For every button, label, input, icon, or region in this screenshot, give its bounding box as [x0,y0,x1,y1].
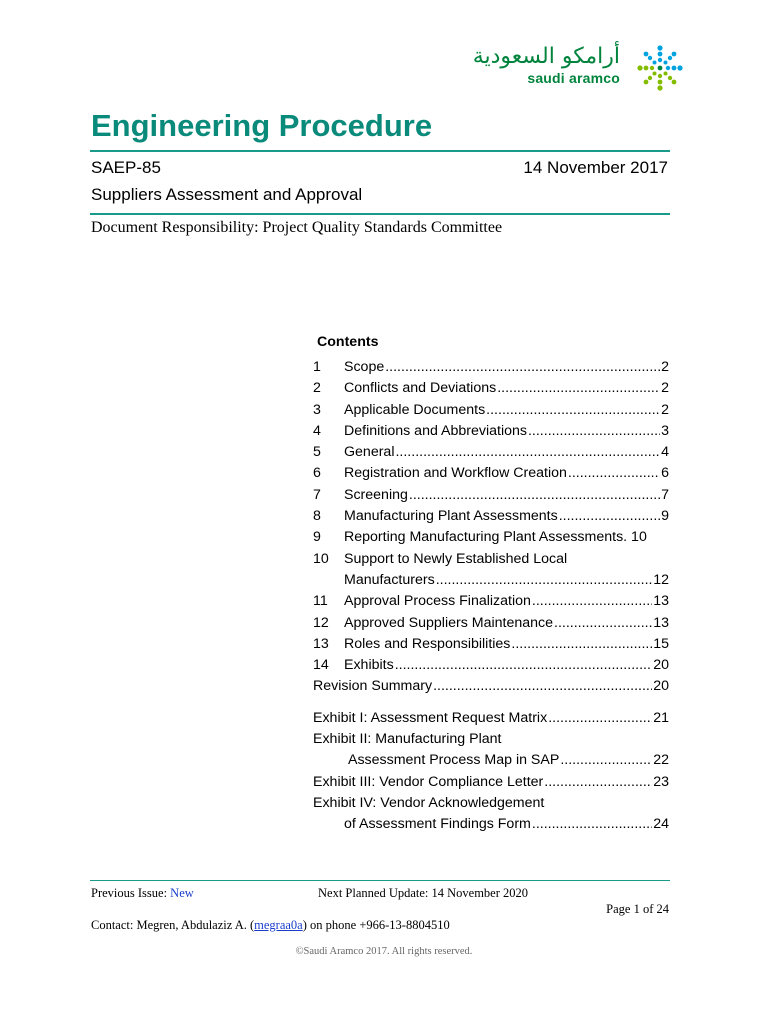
toc-exhibit[interactable] [313,772,669,793]
saudi-aramco-logo [472,40,688,96]
toc-text: Roles and Responsibilities [344,635,511,652]
toc-text: Exhibit IV: Vendor Acknowledgement [313,794,545,811]
toc-leader [544,772,652,792]
previous-issue-value: New [170,886,194,900]
toc-item-continued[interactable] [313,570,669,591]
page-number: Page 1 of 24 [606,902,669,916]
toc-page: 2 [661,401,669,418]
toc-text: Support to Newly Established Local [344,550,568,567]
toc-text: Exhibit II: Manufacturing Plant [313,731,502,748]
toc-page: 13 [653,593,669,610]
logo-latin-text: saudi aramco [527,70,620,86]
document-responsibility: Document Responsibility: Project Quality Standards Committee [91,219,503,236]
toc-text: Screening [344,486,408,503]
toc-text: Manufacturing Plant Assessments [344,508,558,525]
toc-text: Approved Suppliers Maintenance [344,614,554,631]
aramco-star-icon [632,40,688,96]
document-date: 14 November 2017 [523,158,668,177]
toc-text: of Assessment Findings Form [344,816,531,833]
contact-email-link[interactable]: megraa0a [254,918,303,932]
toc-text: Revision Summary [313,678,433,695]
toc-number: 12 [313,614,329,631]
toc-item[interactable] [313,506,669,527]
next-planned-update: Next Planned Update: 14 November 2020 [318,886,529,900]
page-title: Engineering Procedure [91,108,433,143]
toc-item[interactable] [313,463,669,484]
toc-item[interactable] [313,400,669,421]
toc-page: 12 [653,571,669,588]
toc-number: 10 [313,550,329,567]
toc-number: 8 [313,508,321,525]
toc-text: Assessment Process Map in SAP [348,752,560,769]
toc-exhibit[interactable] [313,708,669,729]
toc-leader [528,421,660,441]
toc-item[interactable] [313,357,669,378]
toc-number: 2 [313,380,321,397]
toc-page: 24 [653,816,669,833]
toc-leader [559,506,660,526]
toc-number: 11 [313,593,328,610]
toc-page: 2 [661,359,669,375]
toc-leader [433,676,652,696]
toc-item[interactable] [313,421,669,442]
contents-heading: Contents [317,334,379,350]
toc-leader [568,463,660,483]
toc-page: 6 [661,465,669,482]
toc-exhibit[interactable] [313,793,669,814]
toc-number: 13 [313,635,329,652]
toc-page: 3 [661,422,669,439]
toc-leader [532,591,652,611]
toc-text: Registration and Workflow Creation [344,465,567,482]
toc-leader [511,634,652,654]
toc-text: Approval Process Finalization [344,593,531,610]
toc-page: 21 [653,709,669,726]
toc-number: 7 [313,486,321,503]
header-divider-bottom [90,213,670,215]
toc-exhibit[interactable] [313,729,669,750]
toc-item[interactable] [313,378,669,399]
toc-item[interactable] [313,442,669,463]
toc-leader [409,485,660,505]
toc-page: 20 [653,678,669,695]
footer-divider [90,880,670,881]
toc-text: Exhibit I: Assessment Request Matrix [313,709,548,726]
toc-item[interactable] [313,591,669,612]
document-number: SAEP-85 [91,158,161,177]
copyright: ©Saudi Aramco 2017. All rights reserved. [295,946,473,957]
toc-text: Reporting Manufacturing Plant Assessments [344,529,624,546]
logo-arabic-text: أرامكو السعودية [472,44,620,69]
toc-leader [532,814,652,834]
toc-page: 7 [661,486,669,503]
toc-page: 15 [653,635,669,652]
table-of-contents [313,333,669,836]
header-divider-top [90,150,670,152]
toc-number: 1 [313,359,321,375]
toc-page: 4 [661,444,669,461]
toc-number: 3 [313,401,321,418]
toc-leader [548,708,652,728]
toc-page: 20 [653,657,669,674]
toc-leader [554,613,652,633]
toc-leader [395,442,660,462]
toc-exhibit-continued[interactable] [313,750,669,771]
toc-leader [486,400,660,420]
toc-text: Applicable Documents [344,401,486,418]
previous-issue [91,886,194,901]
toc-item[interactable] [313,613,669,634]
toc-text: Scope [344,359,385,375]
toc-number: 4 [313,422,321,439]
toc-leader [395,655,653,675]
toc-revision-summary[interactable] [313,676,669,697]
toc-item[interactable] [313,634,669,655]
toc-number: 6 [313,465,321,482]
toc-leader [560,750,652,770]
toc-page: . 10 [623,529,647,546]
previous-issue-label: Previous Issue: [91,886,171,900]
toc-number: 5 [313,444,321,461]
toc-item[interactable] [313,655,669,676]
toc-exhibit-continued[interactable] [313,814,669,835]
document-name: Suppliers Assessment and Approval [91,185,363,204]
contact-line [91,918,450,933]
toc-page: 13 [653,614,669,631]
toc-text: Definitions and Abbreviations [344,422,527,439]
toc-item[interactable] [313,527,669,548]
contact-suffix: ) on phone +966-13-8804510 [302,918,450,932]
toc-page: 9 [661,508,669,525]
toc-page: 2 [661,380,669,397]
toc-text: General [344,444,395,461]
toc-leader [436,570,653,590]
toc-number: 14 [313,657,329,674]
toc-text: Manufacturers [344,571,435,588]
toc-text: Conflicts and Deviations [344,380,497,397]
toc-page: 22 [653,752,669,769]
toc-text: Exhibit III: Vendor Compliance Letter [313,773,544,790]
toc-page: 23 [653,773,669,790]
contact-prefix: Contact: Megren, Abdulaziz A. ( [91,918,255,932]
toc-item[interactable] [313,549,669,570]
toc-number: 9 [313,529,321,546]
toc-leader [385,357,660,377]
toc-item[interactable] [313,485,669,506]
toc-text: Exhibits [344,657,394,674]
toc-leader [497,378,660,398]
